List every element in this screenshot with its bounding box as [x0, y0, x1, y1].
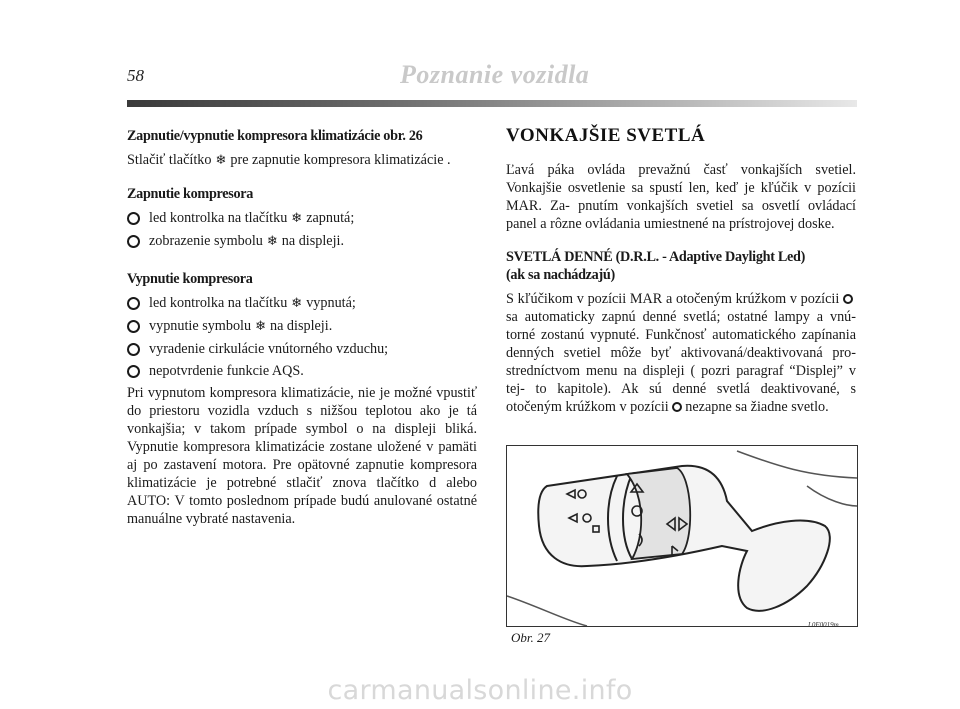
text-segment: Stlačiť tlačítko	[127, 152, 212, 168]
bullet-ring-icon	[127, 297, 140, 310]
bullet-ring-icon	[127, 365, 140, 378]
snowflake-icon: ❄	[266, 234, 278, 249]
figure-lever-illustration	[506, 445, 858, 627]
page-title: Poznanie vozidla	[400, 60, 590, 89]
text-segment: led kontrolka na tlačítku	[149, 295, 288, 311]
list-item-text: vyradenie cirkulácie vnútorného vzduchu;	[149, 341, 389, 357]
list-item	[127, 232, 477, 251]
paragraph-press-button	[127, 151, 477, 170]
figure-code: L0E0019m	[808, 621, 839, 629]
heading-compressor-off: Vypnutie kompresora	[127, 271, 253, 287]
text-segment: S kľúčikom v pozícii MAR a otočeným krúžkom v pozícii	[506, 291, 840, 307]
text-segment: led kontrolka na tlačítku	[149, 210, 288, 226]
bullet-ring-icon	[127, 320, 140, 333]
list-item-text: nepotvrdenie funkcie AQS.	[149, 363, 304, 379]
ring-position-icon	[672, 402, 682, 412]
header-bar	[127, 100, 857, 107]
list-item	[127, 362, 477, 380]
bullet-ring-icon	[127, 343, 140, 356]
text-segment: na displeji.	[269, 318, 333, 334]
figure-caption: Obr. 27	[511, 630, 551, 645]
text-segment: sa automaticky zapnú denné svetlá; ostatné lampy a vnú- torné zostanú vypnuté. Funkčnosť automatického zapínania denných svetiel môže byť aktivovaná/deaktivovaná pro- stredníctvom menu na displeji ( pozri paragraf “Displej” v tej- to kapitole). Ak sú denné svetlá deaktivované, s otočeným krúžkom v pozícii	[506, 309, 856, 415]
snowflake-icon: ❄	[215, 153, 227, 168]
text-segment: zobrazenie symbolu	[149, 233, 263, 249]
text-segment: na displeji.	[281, 233, 345, 249]
text-segment: vypnutá;	[306, 295, 356, 311]
left-column	[127, 127, 477, 528]
paragraph-compressor-off-note: Pri vypnutom kompresora klimatizácie, nie je možné vpustiť do priestoru vozidla vzduch s nižšou teplotou ako je tá vonkajšia; v takom prípade symbol o na displeji bliká. Vypnutie kompresora klimatizácie zostane uložené v pamäti aj po zastavení motora. Pre opätovné zapnutie kompresora klimatizácie je potrebné stlačiť znova tlačítko d alebo AUTO: V tomto poslednom prípade budú anulované ostatné manuálne vybraté nastavenia.	[127, 385, 477, 527]
snowflake-icon: ❄	[255, 319, 266, 334]
snowflake-icon: ❄	[291, 296, 303, 311]
text-segment: pre zapnutie kompresora klimatizácie .	[230, 152, 451, 168]
paragraph-drl	[506, 290, 856, 416]
list-item	[127, 294, 477, 313]
right-column	[506, 127, 856, 416]
section-title: VONKAJŠIE SVETLÁ	[506, 125, 706, 146]
heading-compressor-toggle: Zapnutie/vypnutie kompresora klimatizácie obr. 26	[127, 128, 423, 144]
heading-compressor-on: Zapnutie kompresora	[127, 186, 254, 202]
heading-drl: SVETLÁ DENNÉ (D.R.L. - Adaptive Daylight Led)	[506, 249, 806, 265]
text-segment: zapnutá;	[306, 210, 355, 226]
list-item	[127, 317, 477, 336]
text-segment: vypnutie symbolu	[149, 318, 252, 334]
ring-position-icon	[843, 294, 853, 304]
bullet-ring-icon	[127, 235, 140, 248]
page-number: 58	[127, 66, 144, 85]
bullet-ring-icon	[127, 212, 140, 225]
heading-drl-note: (ak sa nachádzajú)	[506, 267, 615, 283]
light-stalk-drawing	[507, 446, 857, 626]
list-item	[127, 340, 477, 358]
list-item	[127, 209, 477, 228]
text-segment: nezapne sa žiadne svetlo.	[685, 399, 829, 415]
snowflake-icon: ❄	[291, 211, 303, 226]
paragraph-exterior-lights-intro: Ľavá páka ovláda prevažnú časť vonkajších svetiel. Vonkajšie osvetlenie sa spustí len, keď je kľúčik v pozícii MAR. Za- pnutím vonkajších svetiel sa osvetlí ovládací panel a rôzne ovládania umiestnené na prístrojovej doske.	[506, 162, 856, 232]
watermark: carmanualsonline.info	[327, 675, 633, 706]
